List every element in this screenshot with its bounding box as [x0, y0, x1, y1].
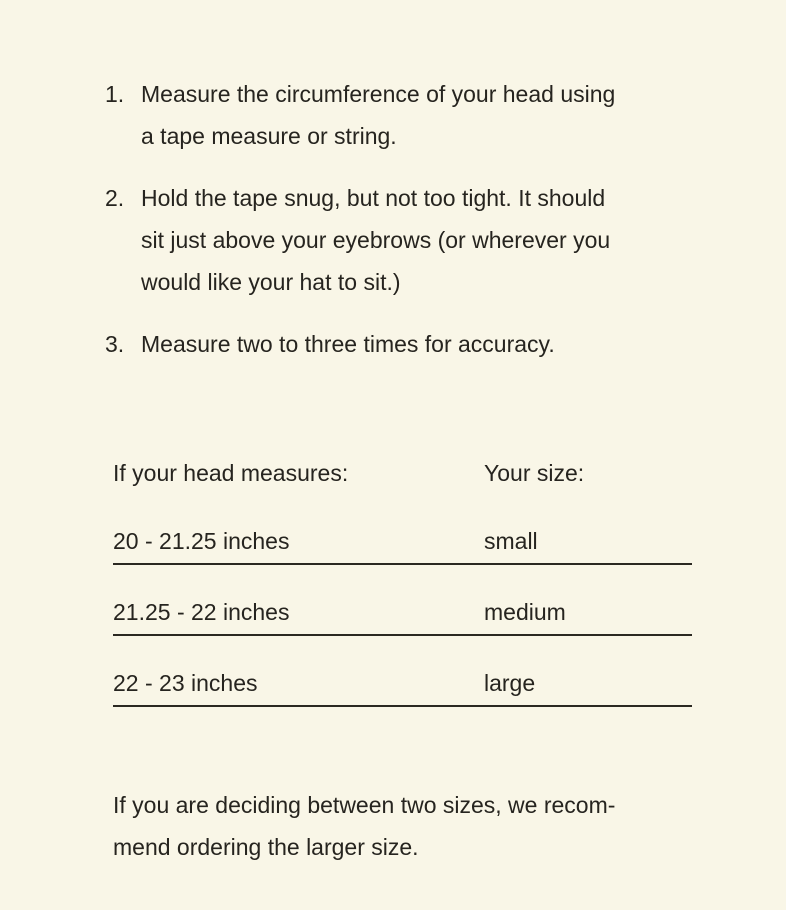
step-text — [141, 177, 689, 303]
size-table — [113, 452, 692, 707]
step-number: 3. — [105, 331, 125, 357]
text-line: mend ordering the larger size. — [113, 834, 419, 860]
table-row — [113, 662, 692, 707]
text-line: If you are deciding between two sizes, we recom- — [113, 792, 616, 818]
step-number: 1. — [105, 81, 125, 107]
column-header-size: Your size: — [484, 460, 585, 486]
size-cell: large — [484, 670, 536, 696]
measurement-cell: 21.25 - 22 inches — [113, 599, 290, 625]
column-header-measurement: If your head measures: — [113, 460, 349, 486]
text-line: a tape measure or string. — [141, 123, 397, 149]
table-row — [113, 520, 692, 565]
step-text — [141, 73, 689, 157]
size-cell: medium — [484, 599, 566, 625]
size-cell: small — [484, 528, 538, 554]
measurement-cell: 22 - 23 inches — [113, 670, 258, 696]
text-line: Measure the circumference of your head using — [141, 81, 616, 107]
text-line: Measure two to three times for accuracy. — [141, 331, 555, 357]
step-text — [141, 323, 689, 365]
list-item — [105, 323, 786, 365]
measuring-steps-list — [0, 0, 786, 365]
table-header-row — [113, 452, 692, 494]
list-item — [105, 177, 786, 303]
text-line: Hold the tape snug, but not too tight. It should — [141, 185, 606, 211]
text-line: sit just above your eyebrows (or wherever you — [141, 227, 611, 253]
table-row — [113, 591, 692, 636]
list-item — [105, 73, 786, 157]
step-number: 2. — [105, 185, 125, 211]
sizing-note — [113, 784, 713, 868]
measurement-cell: 20 - 21.25 inches — [113, 528, 290, 554]
text-line: would like your hat to sit.) — [141, 269, 401, 295]
